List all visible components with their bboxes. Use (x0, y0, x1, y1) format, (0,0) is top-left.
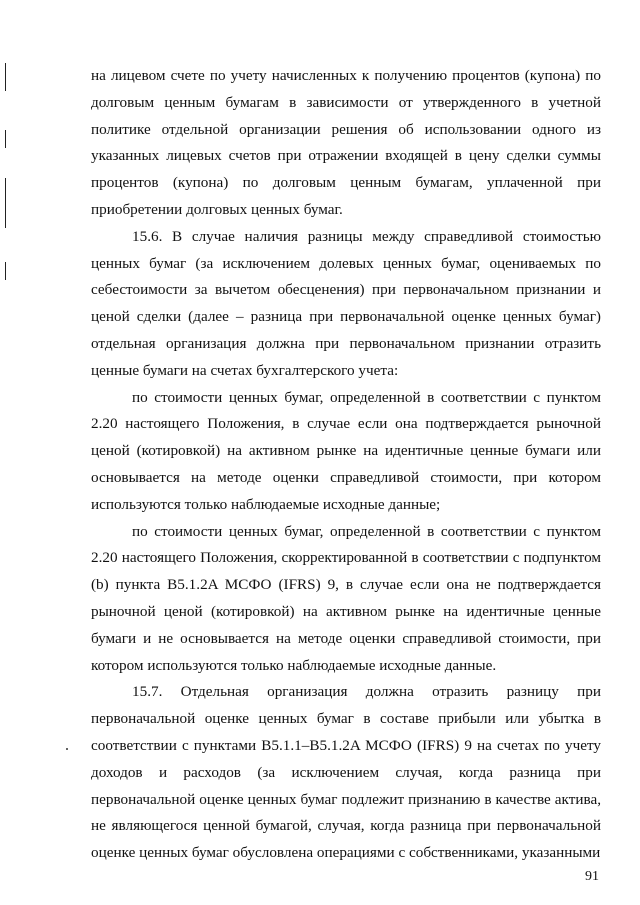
binding-mark (5, 130, 6, 148)
paragraph: 15.6. В случае наличия разницы между справедливой стоимостью ценных бумаг (за исключением долевых ценных бумаг, оцениваемых по себестоимости за вычетом обесценения) при первоначальном признании и ценой сделки (далее – разница при первоначальной оценке ценных бумаг) отдельная организация должна при первоначальном признании отразить ценные бумаги на счетах бухгалтерского учета: (91, 227, 601, 379)
scan-speck (66, 748, 68, 750)
page-number: 91 (585, 869, 599, 884)
paragraph: по стоимости ценных бумаг, определенной в соответствии с пунктом 2.20 настоящего Положения, скорректированной в соответствии с подпунктом (b) пункта B5.1.2A МСФО (IFRS) 9, в случае если она не подтверждается рыночной ценой (котировкой) на активном рынке на идентичные ценные бумаги и не основывается на методе оценки справедливой стоимости, при котором используются только наблюдаемые исходные данные. (91, 522, 601, 674)
document-body (91, 63, 601, 867)
binding-mark (5, 262, 6, 280)
paragraph: по стоимости ценных бумаг, определенной в соответствии с пунктом 2.20 настоящего Положения, в случае если она подтверждается рыночной ценой (котировкой) на активном рынке на идентичные ценные бумаги или основывается на методе оценки справедливой стоимости, при котором используются только наблюдаемые исходные данные; (91, 388, 601, 513)
paragraph: 15.7. Отдельная организация должна отразить разницу при первоначальной оценке ценных бумаг в составе прибыли или убытка в соответствии с пунктами B5.1.1–B5.1.2A МСФО (IFRS) 9 на счетах по учету доходов и расходов (за исключением случая, когда разница при первоначальной оценке ценных бумаг подлежит признанию в качестве актива, не являющегося ценной бумагой, случая, когда разница при первоначальной оценке ценных бумаг обусловлена операциями с собственниками, указанными (91, 683, 601, 862)
binding-mark (5, 63, 6, 91)
binding-mark (5, 178, 6, 228)
paragraph: на лицевом счете по учету начисленных к получению процентов (купона) по долговым ценным бумагам в зависимости от утвержденного в учетной политике отдельной организации решения об использовании одного из указанных лицевых счетов при отражении входящей в цену сделки суммы процентов (купона) по долговым ценным бумагам, уплаченной при приобретении долговых ценных бумаг. (91, 67, 601, 218)
